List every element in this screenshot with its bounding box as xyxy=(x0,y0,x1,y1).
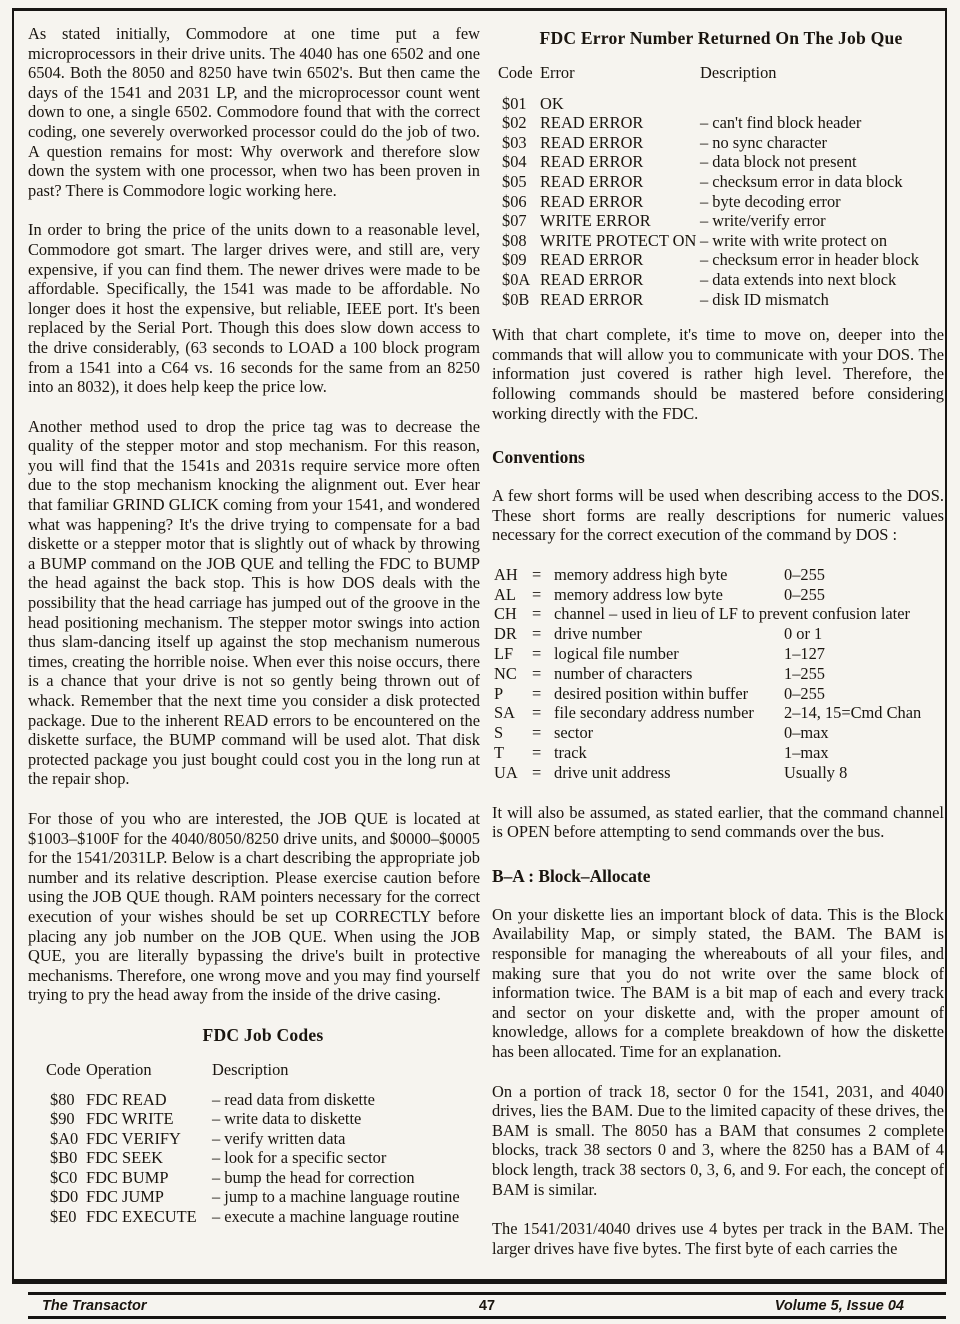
equals-sign: = xyxy=(532,683,542,703)
job-code-row xyxy=(46,1187,480,1207)
job-description: – read data from diskette xyxy=(212,1089,375,1109)
convention-item xyxy=(494,664,944,684)
error-name: WRITE ERROR xyxy=(540,211,651,231)
job-code-row xyxy=(46,1168,480,1188)
job-description: – bump the head for correction xyxy=(212,1167,415,1187)
error-description: – byte decoding error xyxy=(700,191,841,211)
error-name: READ ERROR xyxy=(540,289,644,309)
convention-value: 1–max xyxy=(784,743,829,763)
convention-definition: memory address low byte xyxy=(554,584,723,604)
conventions-heading: Conventions xyxy=(492,447,585,468)
fdc-job-codes-title: FDC Job Codes xyxy=(202,1024,324,1045)
error-description: – write with write protect on xyxy=(700,230,888,250)
convention-item xyxy=(494,684,944,704)
convention-definition: drive number xyxy=(554,624,642,644)
error-name: READ ERROR xyxy=(540,191,644,211)
job-description: – jump to a machine language routine xyxy=(212,1187,460,1207)
error-description: – data block not present xyxy=(700,152,857,172)
error-name: READ ERROR xyxy=(540,152,644,172)
convention-definition: logical file number xyxy=(554,644,679,664)
convention-term: DR xyxy=(494,624,517,644)
job-operation: FDC JUMP xyxy=(86,1187,164,1207)
convention-term: P xyxy=(494,683,504,703)
error-name: READ ERROR xyxy=(540,250,644,270)
body-paragraph: The 1541/2031/4040 drives use 4 bytes per track in the BAM. The larger drives have five bytes. The first byte of each carries the xyxy=(492,1219,944,1258)
body-paragraph: It will also be assumed, as stated earlier, that the command channel is OPEN before attempting to send commands over the bus. xyxy=(492,802,944,842)
convention-item xyxy=(494,565,944,585)
job-description: – execute a machine language routine xyxy=(212,1207,460,1227)
convention-value: Usually 8 xyxy=(784,762,848,782)
convention-definition: channel – used in lieu of LF to prevent confusion later xyxy=(554,604,910,624)
convention-value: 0–255 xyxy=(784,584,825,604)
fdc-error-table-title: FDC Error Number Returned On The Job Que xyxy=(539,28,903,48)
job-description: – look for a specific sector xyxy=(212,1148,387,1168)
error-code: $08 xyxy=(502,230,527,250)
convention-definition: sector xyxy=(554,723,594,743)
magazine-name: The Transactor xyxy=(42,1297,147,1314)
error-code: $04 xyxy=(502,152,527,172)
error-description: – can't find block header xyxy=(700,113,862,133)
error-name: OK xyxy=(540,93,564,113)
body-paragraph: As stated initially, Commodore at one time put a few microprocessors in their drive units. The 4040 has one 6502 and one 6504. Both the 8050 and 8250 have twin 6502's. But then came the days of the 1541 and 2031 LP, and the microprocessor count went down to one, a single 6502. Commodore found that with the correct coding, one severely overworked processor could do the job of two. A question remains for most: Why overwork and therefore slow down the system with one processor, when two has been proven in past? There is Commodore logic working here. xyxy=(28,24,480,200)
job-code-row xyxy=(46,1129,480,1149)
body-paragraph: A few short forms will be used when describing access to the DOS. These short forms are really descriptions for numeric values necessary for the correct execution of the command by DOS : xyxy=(492,486,944,545)
convention-definition: drive unit address xyxy=(554,762,671,782)
convention-term: NC xyxy=(494,663,517,683)
error-code: $06 xyxy=(502,191,527,211)
convention-value: 2–14, 15=Cmd Chan xyxy=(784,703,922,723)
convention-item xyxy=(494,723,944,743)
convention-term: S xyxy=(494,723,504,743)
job-code: $80 xyxy=(50,1089,75,1109)
job-operation: FDC BUMP xyxy=(86,1167,169,1187)
job-operation: FDC VERIFY xyxy=(86,1128,181,1148)
job-code: $C0 xyxy=(50,1167,78,1187)
job-header-operation: Operation xyxy=(86,1059,152,1079)
convention-item xyxy=(494,604,944,624)
error-row xyxy=(498,270,944,290)
job-header-description: Description xyxy=(212,1059,289,1079)
equals-sign: = xyxy=(532,604,542,624)
page-content xyxy=(12,8,947,1284)
job-operation: FDC EXECUTE xyxy=(86,1207,197,1227)
body-paragraph: On a portion of track 18, sector 0 for the 1541, 2031, and 4040 drives, lies the BAM. Due to the limited capacity of these drives, the BAM is small. The 8050 has a BAM that consumes 2 complete blocks, track 38 sectors 0 and 3, where the 8250 has a BAM of 4 block length, track 38 sectors 0, 3, 6, and 9. For each, the concept of BAM is similar. xyxy=(492,1081,944,1199)
error-header-code: Code xyxy=(498,63,533,82)
error-row xyxy=(498,231,944,251)
job-code: $B0 xyxy=(50,1148,78,1168)
convention-value: 0–max xyxy=(784,723,829,743)
convention-item xyxy=(494,763,944,783)
job-code-row xyxy=(46,1148,480,1168)
error-table-header-row xyxy=(498,63,944,83)
job-header-code: Code xyxy=(46,1059,81,1079)
error-row xyxy=(498,94,944,114)
job-code-row xyxy=(46,1207,480,1227)
left-column xyxy=(28,24,480,1284)
body-paragraph: For those of you who are interested, the JOB QUE is located at $1003–$100F for the 4040/8050/8250 drive units, and $0000–$0005 for the 1541/2031LP. Below is a chart describing the appropriate job number and its relative description. Please exercise caution before using the JOB QUE though. RAM pointers necessary for the correct execution of your wishes should be set up CORRECTLY before placing any job number on the JOB QUE. When using the JOB QUE, you are literally bypassing the drive's built in protective mechanisms. Therefore, one wrong move and you may find yourself trying to pry the head away from the inside of the drive casing. xyxy=(28,808,480,1005)
job-code: $D0 xyxy=(50,1187,79,1207)
error-code: $03 xyxy=(502,132,527,152)
error-header-error: Error xyxy=(540,63,575,82)
error-row xyxy=(498,133,944,153)
error-description: – data extends into next block xyxy=(700,269,897,289)
convention-value: 0 or 1 xyxy=(784,624,823,644)
convention-item xyxy=(494,585,944,605)
error-description: – checksum error in header block xyxy=(700,250,919,270)
error-description: – disk ID mismatch xyxy=(700,289,829,309)
job-codes-header-row xyxy=(46,1060,480,1080)
convention-value: 0–255 xyxy=(784,683,825,703)
error-code: $09 xyxy=(502,250,527,270)
convention-term: T xyxy=(494,743,505,763)
error-row xyxy=(498,290,944,310)
error-code: $07 xyxy=(502,211,527,231)
job-code-row xyxy=(46,1090,480,1110)
job-code: $A0 xyxy=(50,1128,79,1148)
job-operation: FDC SEEK xyxy=(86,1148,163,1168)
equals-sign: = xyxy=(532,564,542,584)
convention-definition: number of characters xyxy=(554,663,693,683)
equals-sign: = xyxy=(532,663,542,683)
convention-definition: track xyxy=(554,743,587,763)
convention-item xyxy=(494,624,944,644)
equals-sign: = xyxy=(532,743,542,763)
equals-sign: = xyxy=(532,644,542,664)
error-row xyxy=(498,152,944,172)
right-column xyxy=(492,24,944,1284)
job-code-row xyxy=(46,1109,480,1129)
error-code: $01 xyxy=(502,93,527,113)
convention-term: AL xyxy=(494,584,516,604)
error-description: – no sync character xyxy=(700,132,827,152)
block-allocate-heading: B–A : Block–Allocate xyxy=(492,865,651,886)
error-row xyxy=(498,172,944,192)
convention-definition: file secondary address number xyxy=(554,703,754,723)
equals-sign: = xyxy=(532,723,542,743)
equals-sign: = xyxy=(532,624,542,644)
job-description: – write data to diskette xyxy=(212,1109,362,1129)
conventions-list xyxy=(494,565,944,783)
convention-value: 0–255 xyxy=(784,564,825,584)
convention-value: 1–255 xyxy=(784,663,825,683)
error-name: WRITE PROTECT ON xyxy=(540,230,697,250)
error-name: READ ERROR xyxy=(540,171,644,191)
error-name: READ ERROR xyxy=(540,269,644,289)
convention-term: LF xyxy=(494,644,514,664)
error-row xyxy=(498,211,944,231)
convention-term: SA xyxy=(494,703,515,723)
job-codes-rows xyxy=(46,1090,480,1227)
error-name: READ ERROR xyxy=(540,132,644,152)
job-code: $E0 xyxy=(50,1207,77,1227)
convention-item xyxy=(494,644,944,664)
error-row xyxy=(498,250,944,270)
volume-issue: Volume 5, Issue 04 xyxy=(774,1297,904,1314)
body-paragraph: On your diskette lies an important block of data. This is the Block Availability Map, or simply stated, the BAM. The BAM is responsible for managing the whereabouts of all your files, and making sure that you do not write over the same block of information twice. The BAM is a bit map of each and every track and sector on your diskette and, with the proper amount of knowledge, allows for a complete breakdown of how the diskette has been allocated. Time for an explanation. xyxy=(492,904,944,1061)
job-operation: FDC READ xyxy=(86,1089,167,1109)
error-row xyxy=(498,192,944,212)
job-operation: FDC WRITE xyxy=(86,1109,174,1129)
equals-sign: = xyxy=(532,703,542,723)
body-paragraph: With that chart complete, it's time to move on, deeper into the commands that will allow you to communicate with your DOS. The information just covered is rather high level. Therefore, the following commands should be mastered before considering working directly with the FDC. xyxy=(492,325,944,423)
page-footer xyxy=(28,1292,946,1319)
error-description: – write/verify error xyxy=(700,211,826,231)
error-code: $05 xyxy=(502,171,527,191)
convention-item xyxy=(494,703,944,723)
fdc-job-codes-table xyxy=(28,1025,480,1227)
convention-value: 1–127 xyxy=(784,644,825,664)
error-name: READ ERROR xyxy=(540,113,644,133)
error-description: – checksum error in data block xyxy=(700,171,903,191)
error-description xyxy=(700,94,944,114)
error-code: $0A xyxy=(502,269,531,289)
convention-definition: desired position within buffer xyxy=(554,683,749,703)
error-row xyxy=(498,113,944,133)
convention-definition: memory address high byte xyxy=(554,564,728,584)
body-paragraph: Another method used to drop the price tag was to decrease the quality of the stepper motor and stop mechanism. For this reason, you will find that the 1541s and 2031s require service more often due to the stop mechanism knocking the alignment out. Ever hear that familiar GRIND GLICK coming from your 1541, and wondered what was happening? It's the drive trying to compensate for a bad diskette or a stepper motor that is slightly out of whack by throwing a BUMP command on the JOB QUE and telling the FDC to BUMP the head against the back stop. This is how DOS deals with the possibility that the head carriage has jumped out of the groove in the head positioning mechanism. The stepper motor swings into action thus slam-dancing itself up against the stop mechanism numerous times, creating the horrible noise. When ever this noise occurs, there is a chance that your drive is not so gently being thrown out of whack. Remember that the next time you consider a disk protected package. Due to the inherent READ errors to be encountered on the diskette surface, the BUMP command will be used alot. That disk protected package you just bought could cost you in the long run at the repair shop. xyxy=(28,416,480,789)
page-number: 47 xyxy=(478,1297,496,1314)
error-table-rows xyxy=(498,94,944,310)
error-header-description: Description xyxy=(700,63,777,82)
error-code: $02 xyxy=(502,113,527,133)
body-paragraph: In order to bring the price of the units down to a reasonable level, Commodore got smart. The larger drives were, and still are, very expensive, if you can find them. The newer drives were made to be affordable. Specifically, the 1541 was made to be affordable. No longer does it host the expensive, but reliable, IEEE port. It's been replaced by the Serial Port. Though this does slow down access to the drive considerably, (63 seconds to LOAD a 100 block program from a 1541 into a C64 vs. 16 seconds for the same from an 8250 into an 8032), it does help keep the price low. xyxy=(28,220,480,397)
error-code: $0B xyxy=(502,289,530,309)
convention-term: CH xyxy=(494,604,517,624)
job-code: $90 xyxy=(50,1109,75,1129)
fdc-error-table xyxy=(492,28,944,309)
equals-sign: = xyxy=(532,584,542,604)
job-description: – verify written data xyxy=(212,1128,346,1148)
equals-sign: = xyxy=(532,762,542,782)
convention-term: UA xyxy=(494,762,518,782)
convention-term: AH xyxy=(494,564,518,584)
convention-item xyxy=(494,743,944,763)
